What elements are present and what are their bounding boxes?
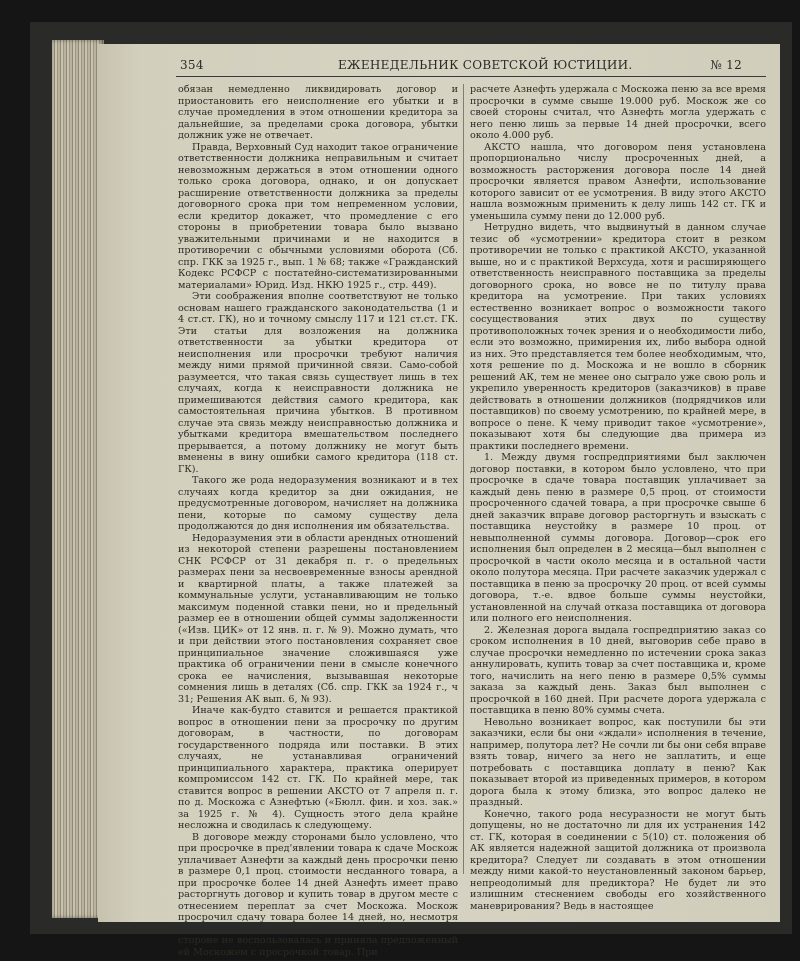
page-edges bbox=[52, 40, 104, 918]
paragraph: расчете Азнефть удержала с Москожа пеню за все время просрочки в сумме свыше 19.000 руб. Москож же со своей стороны считал, что Азнефть могла удержать с него пеню лишь за первые 14 дней просрочки, всего около 4.000 руб. bbox=[470, 84, 766, 141]
paragraph: Иначе как-будто ставится и решается практикой вопрос в отношении пени за просрочку по другим договорам, в частности, по договорам государственного подряда или поставки. В этих случаях, не устанавливая ограничений принципиального характера, практика оперирует компромиссом 142 ст. ГК. По крайней мере, так ставится вопрос в решении АКСТО от 7 апреля п. г. по д. Москожа с Азнефтью («Бюлл. фин. и хоз. зак.» за 1925 г. № 4). Сущность этого дела крайне несложна и сводилась к следующему. bbox=[178, 705, 458, 831]
paragraph: обязан немедленно ликвидировать договор и приостановить его неисполнение его убытки и в случае промедления в этом отношении кредитора за дальнейшие, за пределами срока договора, убытки должник уже не отвечает. bbox=[178, 84, 458, 141]
paragraph: Невольно возникает вопрос, как поступили бы эти заказчики, если бы они «ждали» исполнения в течение, например, полутора лет? Не сочли ли бы они себя вправе взять товар, ничего за него не заплатить, и еще потребовать с поставщика доплату в пеню? Как показывает второй из приведенных примеров, в котором дорога была к этому близка, это вопрос далеко не праздный. bbox=[470, 716, 767, 808]
paragraph: Такого же рода недоразумения возникают и в тех случаях когда кредитор за дни ожидания, не предусмотренные договором, начисляет на должника пени, которые по самому существу дела продолжаются до дня исполнения им обязательства. bbox=[178, 475, 458, 532]
page-number: 354 bbox=[180, 58, 204, 72]
paragraph: Недоразумения эти в области арендных отношений из некоторой степени разрешены постановлением СНК РСФСР от 31 декабря п. г. о предельных размерах пени за несвоевременные взносы арендной и квартирной платы, а также платежей за коммунальные услуги, устанавливающим не только максимум поденной ставки пени, но и предельный размер ее в отношении общей суммы задолженности («Изв. ЦИК» от 12 янв. п. г. № 9). Можно думать, что и при действии этого постановления сохраняет свое принципиальное значение сложившаяся уже практика об ограничении пени в смысле конечного срока ее начисления, вызывавшая некоторые сомнения лишь в деталях (Сб. спр. ГКК за 1924 г., ч 31; Решения АК вып. 6, № 93). bbox=[178, 532, 458, 705]
header-rule bbox=[176, 76, 766, 77]
right-column bbox=[470, 84, 766, 912]
issue-number: № 12 bbox=[710, 58, 742, 72]
paragraph: АКСТО нашла, что договором пеня установлена пропорционально числу просроченных дней, а возможность расторжения договора после 14 дней просрочки является правом Азнефти, использование которого зависит от ее усмотрения. В виду этого АКСТО нашла возможным применить к делу лишь 142 ст. ГК и уменьшила сумму пени до 12.000 руб. bbox=[470, 141, 766, 222]
paragraph: 2. Железная дорога выдала госпредприятию заказ со сроком исполнения в 10 дней, выговорив себе право в случае просрочки немедленно по истечении срока заказ аннулировать, купить товар за счет поставщика и, кроме того, начислить на него пеню в размере 0,5% суммы заказа за каждый день. Заказ был выполнен с просрочкой в 160 дней. При расчете дорога удержала с поставщика в пеню 80% суммы счета. bbox=[470, 624, 766, 716]
column-divider bbox=[463, 84, 464, 874]
paragraph: В договоре между сторонами было условлено, что при просрочке в пред'явлении товара к сдаче Москож уплачивает Азнефти за каждый день просрочки пеню в размере 0,1 проц. стоимости несданного товара, а при просрочке более 14 дней Азнефть имеет право расторгнуть договор и купить товар в другом месте с отнесением переплат за счет Москожа. Москож просрочил сдачу товара более 14 дней, но, несмотря на это, Азнефть своим правом покупки товара на стороне не воспользовалась и приняла предложенный ей Москожем с просрочкой товар. При bbox=[178, 831, 458, 958]
paragraph: Нетрудно видеть, что выдвинутый в данном случае тезис об «усмотрении» кредитора стоит в резком противоречии не только с практикой АКСТО, указанной выше, но и с практикой Верхсуда, хотя и расширяющего ответственность неисправного поставщика за пределы договорного срока, но вовсе не по титулу права кредитора на усмотрение. При таких условиях естественно возникает вопрос о возможности такого сосуществования этих двух по существу противоположных точек зрения и о необходимости либо, если это возможно, примирения их, либо выбора одной из них. Это представляется тем более необходимым, что, хотя решение по д. Москожа и не вошло в сборник решений АК, тем не менее оно сыграло уже свою роль и укрепило уверенность кредиторов (заказчиков) в праве действовать в отношении должников (подрядчиков или поставщиков) по своему усмотрению, по крайней мере, в вопросе о пене. К чему приводит такое «усмотрение», показывают хотя бы следующие два примера из практики последнего времени. bbox=[470, 222, 766, 452]
paragraph: 1. Между двумя госпредприятиями был заключен договор поставки, в котором было условлено, что при просрочке в сдаче товара поставщик уплачивает за каждый день пеню в размере 0,5 проц. от стоимости просроченного сдачей товара, а при просрочке свыше 6 дней заказчик вправе договор расторгнуть и взыскать с поставщика неустойку в размере 10 проц. от невыполненной суммы договора. Договор—срок его исполнения был определен в 2 месяца—был выполнен с просрочкой в части около месяца и в остальной части около полутора месяца. При расчете заказчик удержал с поставщика в пеню за просрочку 20 проц. от всей суммы договора, т.-е. вдвое больше суммы неустойки, установленной на случай отказа поставщика от договора или полного его неисполнения. bbox=[470, 452, 766, 624]
journal-page bbox=[98, 44, 780, 958]
running-header bbox=[180, 56, 762, 76]
left-column bbox=[178, 84, 458, 958]
paragraph: Конечно, такого рода несуразности не могут быть допущены, но не достаточно ли для их устранения 142 ст. ГК, которая в соединении с 5(10) ст. положения об АК является надежной защитой должника от произвола кредитора? Следует ли создавать в этом отношении между ними какой-то неустановленный законом барьер, непреодолимый для предиктора? Не будет ли это излишним стеснением свободы его хозяйственного маневрирования? Ведь в настоящее bbox=[470, 808, 766, 912]
paragraph: Правда, Верховный Суд находит такое ограничение ответственности должника неправильным и считает невозможным держаться в этом отношении одного только срока договора, однако, и он допускает расширение ответственности должника за пределы договорного срока при том непременном условии, если кредитор докажет, что промедление с его стороны в приобретении товара было вызвано уважительными причинами и не находится в противоречии с обычными условиями оборота (Сб. спр. ГКК за 1925 г., вып. 1 № 68; также «Гражданский Кодекс РСФСР с постатейно-систематизированными материалами» Юрид. Изд. НКЮ 1925 г., стр. 449). bbox=[178, 141, 458, 291]
journal-title: ЕЖЕНЕДЕЛЬНИК СОВЕТСКОЙ ЮСТИЦИИ. bbox=[338, 58, 633, 72]
paragraph: Эти соображения вполне соответствуют не только основам нашего гражданского законодательства (1 и 4 ст.ст. ГК), но и точному смыслу 117 и 121 ст.ст. ГК. Эти статьи для возложения на должника ответственности за убытки кредитора от неисполнения или просрочки требуют наличия между ними прямой причинной связи. Само-собой разумеется, что такая связь существует лишь в тех случаях, когда к неисправности должника не примешиваются действия самого кредитора, как самостоятельная причина убытков. В противном случае эта связь между неисправностью должника и убытками кредитора вмешательством последнего прерывается, а потому должнику не могут быть вменены в вину ошибки самого кредитора (118 ст. ГК). bbox=[178, 291, 458, 475]
